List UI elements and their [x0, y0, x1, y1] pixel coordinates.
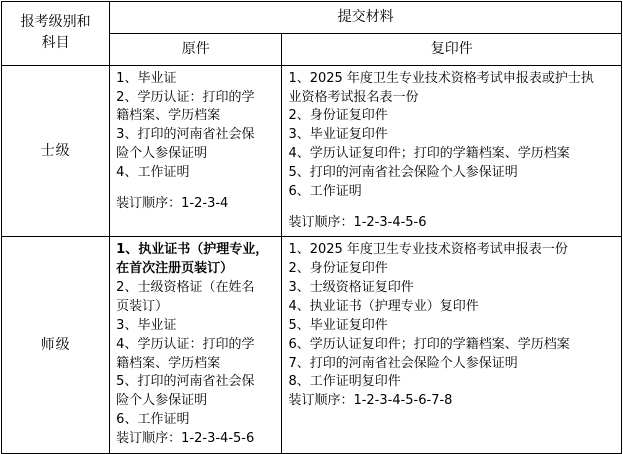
header-copy-label: 复印件 — [430, 40, 473, 57]
material-line: 业资格考试报名表一份 — [288, 89, 419, 105]
material-line: 3、打印的河南省社会保 — [116, 127, 255, 143]
material-line: 2、身份证复印件 — [288, 108, 388, 124]
material-line: 2、学历认证：打印的学 — [116, 89, 255, 105]
material-line: 6、工作证明 — [288, 183, 362, 199]
material-line: 6、工作证明 — [116, 412, 190, 428]
material-line: 险个人参保证明 — [116, 393, 208, 409]
row-copy-cell — [282, 237, 622, 453]
row-copy-cell — [282, 65, 622, 237]
header-cell-submit-title — [110, 2, 622, 34]
material-line: 3、毕业证复印件 — [288, 127, 388, 143]
table-row — [2, 65, 622, 237]
material-line: 5、打印的河南省社会保 — [116, 374, 255, 390]
level-label: 师级 — [40, 336, 71, 353]
material-line: 1、毕业证 — [116, 70, 177, 86]
row-level-cell — [2, 237, 110, 453]
material-line: 籍档案、学历档案 — [116, 108, 221, 124]
row-original-cell — [110, 65, 282, 237]
material-line: 1、执业证书（护理专业， — [116, 242, 269, 258]
material-line: 4、学历认证：打印的学 — [116, 336, 255, 352]
requirements-table — [1, 1, 622, 454]
table-row — [2, 237, 622, 453]
table-header-row — [2, 2, 622, 34]
material-line: 装订顺序：1-2-3-4-5-6-7-8 — [288, 393, 453, 409]
material-line: 3、毕业证 — [116, 317, 177, 333]
header-submit-title: 提交材料 — [337, 9, 394, 25]
row-original-cell — [110, 237, 282, 453]
header-original-label: 原件 — [181, 40, 210, 57]
material-line: 籍档案、学历档案 — [116, 355, 221, 371]
header-cell-subject — [2, 2, 110, 66]
material-line: 装订顺序：1-2-3-4 — [116, 195, 229, 211]
row-level-cell — [2, 65, 110, 237]
material-line: 7、打印的河南省社会保险个人参保证明 — [288, 355, 518, 371]
material-line: 5、毕业证复印件 — [288, 317, 388, 333]
material-line: 在首次注册页装订） — [116, 261, 234, 277]
material-line: 1、2025 年度卫生专业技术资格考试申报表或护士执 — [288, 70, 594, 86]
document-page — [0, 1, 623, 453]
header-subject-line2: 科目 — [41, 35, 70, 52]
level-label: 士级 — [40, 142, 71, 159]
material-line: 页装订） — [116, 298, 169, 314]
material-line: 装订顺序：1-2-3-4-5-6 — [116, 430, 255, 446]
material-line: 5、打印的河南省社会保险个人参保证明 — [288, 164, 518, 180]
material-line: 险个人参保证明 — [116, 146, 208, 162]
header-cell-original — [110, 33, 282, 65]
header-subject-line1: 报考级别和 — [20, 14, 91, 31]
material-line: 2、身份证复印件 — [288, 261, 388, 277]
material-line: 8、工作证明复印件 — [288, 374, 401, 390]
material-line: 4、执业证书（护理专业）复印件 — [288, 298, 479, 314]
material-line: 2、士级资格证（在姓名 — [116, 280, 255, 296]
material-line: 1、2025 年度卫生专业技术资格考试申报表一份 — [288, 242, 568, 258]
material-line: 3、士级资格证复印件 — [288, 280, 414, 296]
header-cell-copy — [282, 33, 622, 65]
material-line: 4、工作证明 — [116, 164, 190, 180]
material-line: 6、学历认证复印件；打印的学籍档案、学历档案 — [288, 336, 570, 352]
material-line: 装订顺序：1-2-3-4-5-6 — [288, 214, 427, 230]
material-line: 4、学历认证复印件；打印的学籍档案、学历档案 — [288, 146, 570, 162]
